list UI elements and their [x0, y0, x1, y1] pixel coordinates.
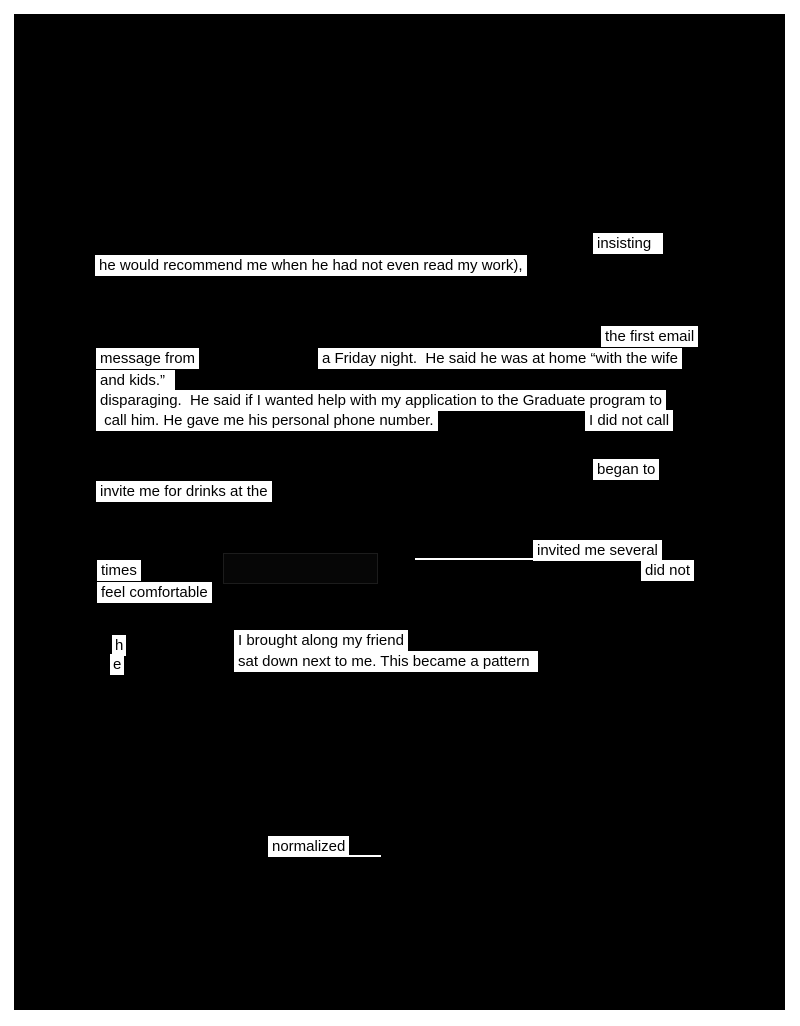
text-fragment-normalized: normalized — [268, 836, 349, 857]
text-fragment-began-to: began to — [593, 459, 659, 480]
text-fragment-friday-night: a Friday night. He said he was at home “with the wife — [318, 348, 682, 369]
text-fragment-times: times — [97, 560, 141, 581]
text-fragment-feel-comfortable: feel comfortable — [97, 582, 212, 603]
text-fragment-call-him: call him. He gave me his personal phone number. — [96, 410, 438, 431]
text-fragment-did-not: did not — [641, 560, 694, 581]
underline-mark-before-invited — [415, 558, 533, 560]
text-fragment-message-from: message from — [96, 348, 199, 369]
text-fragment-letter-h: h — [112, 635, 126, 656]
text-fragment-disparaging: disparaging. He said if I wanted help with my application to the Graduate program to — [96, 390, 666, 411]
text-fragment-and-kids: and kids.” — [96, 370, 175, 391]
text-fragment-did-not-call: I did not call — [585, 410, 673, 431]
text-fragment-sat-down: sat down next to me. This became a pattern — [234, 651, 538, 672]
blackout-canvas — [14, 14, 785, 1010]
text-fragment-letter-e: e — [110, 654, 124, 675]
text-fragment-first-email: the first email — [601, 326, 698, 347]
text-fragment-recommend: he would recommend me when he had not even read my work), — [95, 255, 527, 276]
text-fragment-invited-several: invited me several — [533, 540, 662, 561]
underline-mark-after-normalized — [346, 855, 381, 857]
text-fragment-invite-drinks: invite me for drinks at the — [96, 481, 272, 502]
text-fragment-insisting: insisting — [593, 233, 663, 254]
text-fragment-brought-friend: I brought along my friend — [234, 630, 408, 651]
faint-redaction-box — [223, 553, 378, 584]
